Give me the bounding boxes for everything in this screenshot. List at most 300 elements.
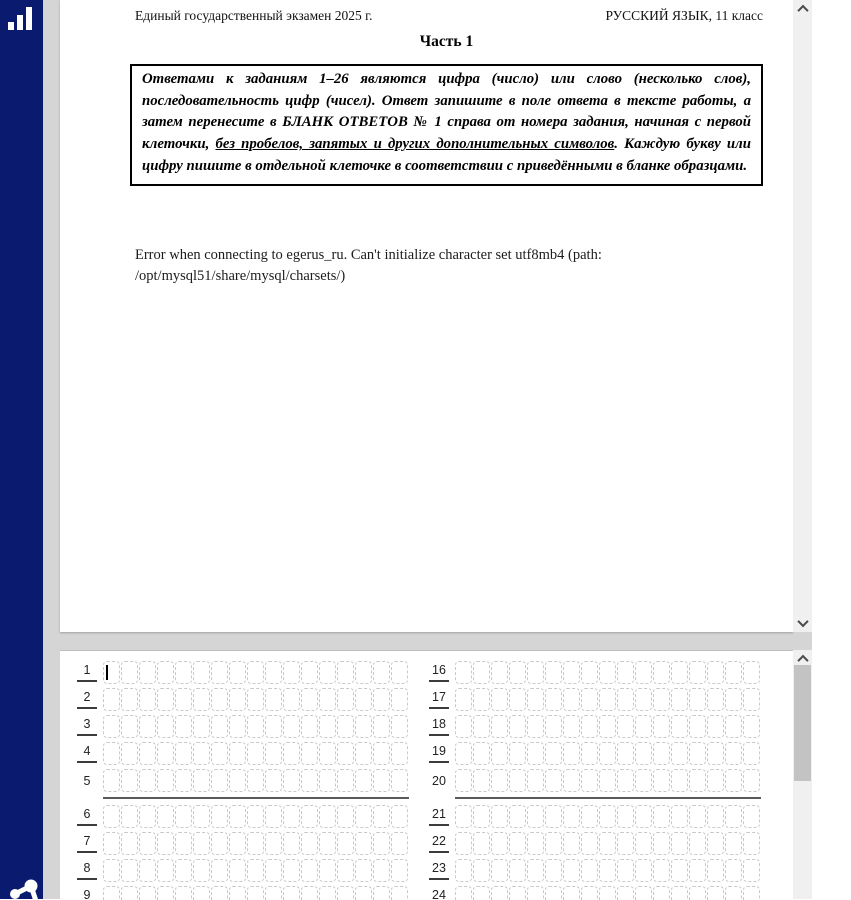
answer-cell[interactable] <box>635 742 652 765</box>
answer-cell[interactable] <box>229 769 246 792</box>
answer-cell[interactable] <box>193 715 210 738</box>
answer-cell[interactable] <box>373 886 390 900</box>
answer-cell[interactable] <box>283 715 300 738</box>
answer-cell[interactable] <box>355 805 372 828</box>
answer-cell[interactable] <box>509 769 526 792</box>
answer-cell[interactable] <box>599 688 616 711</box>
answer-cell[interactable] <box>455 742 472 765</box>
scroll-up-button[interactable] <box>793 651 812 666</box>
answer-cell[interactable] <box>175 832 192 855</box>
answer-cell[interactable] <box>725 859 742 882</box>
answer-cell[interactable] <box>355 742 372 765</box>
answer-cell[interactable] <box>139 715 156 738</box>
answer-cell[interactable] <box>671 886 688 900</box>
answer-cell[interactable] <box>599 661 616 684</box>
answer-cell[interactable] <box>527 688 544 711</box>
answer-cell[interactable] <box>175 769 192 792</box>
answer-cell[interactable] <box>509 715 526 738</box>
answer-cell[interactable] <box>707 715 724 738</box>
answer-cell[interactable] <box>211 859 228 882</box>
answer-cell[interactable] <box>121 805 138 828</box>
answer-cell[interactable] <box>725 688 742 711</box>
answer-cell[interactable] <box>139 805 156 828</box>
answer-cell[interactable] <box>563 832 580 855</box>
answer-cell[interactable] <box>743 886 760 900</box>
answer-cell[interactable] <box>319 832 336 855</box>
answer-cell[interactable] <box>527 805 544 828</box>
answer-cell[interactable] <box>229 715 246 738</box>
answer-cell[interactable] <box>671 832 688 855</box>
answer-cell[interactable] <box>509 859 526 882</box>
answer-cell[interactable] <box>581 886 598 900</box>
answer-cell[interactable] <box>635 715 652 738</box>
answer-cell[interactable] <box>491 715 508 738</box>
answer-cell[interactable] <box>581 715 598 738</box>
answer-cell[interactable] <box>491 769 508 792</box>
answer-cell[interactable] <box>563 805 580 828</box>
answer-cell[interactable] <box>455 886 472 900</box>
answer-cell[interactable] <box>581 832 598 855</box>
answer-cell[interactable] <box>247 715 264 738</box>
answer-cell[interactable] <box>103 715 120 738</box>
answer-cell[interactable] <box>707 742 724 765</box>
answer-cell[interactable] <box>545 688 562 711</box>
answer-cell[interactable] <box>211 769 228 792</box>
answer-cell[interactable] <box>635 886 652 900</box>
answer-cell[interactable] <box>545 661 562 684</box>
answer-cell[interactable] <box>337 805 354 828</box>
answer-cell[interactable] <box>121 769 138 792</box>
answer-cell[interactable] <box>509 661 526 684</box>
answer-cell[interactable] <box>265 688 282 711</box>
answer-cell[interactable] <box>635 661 652 684</box>
answer-cell[interactable] <box>581 742 598 765</box>
answer-cell[interactable] <box>139 832 156 855</box>
answer-cell[interactable] <box>139 859 156 882</box>
answer-cell[interactable] <box>527 742 544 765</box>
answer-cell[interactable] <box>527 769 544 792</box>
answer-cell[interactable] <box>301 769 318 792</box>
answer-cell[interactable] <box>599 832 616 855</box>
answer-cell[interactable] <box>455 832 472 855</box>
answer-cell[interactable] <box>617 832 634 855</box>
answer-cell[interactable] <box>355 769 372 792</box>
answer-cell[interactable] <box>355 715 372 738</box>
answer-cell[interactable] <box>671 859 688 882</box>
answer-cell[interactable] <box>121 742 138 765</box>
answer-cell[interactable] <box>337 715 354 738</box>
answer-cell[interactable] <box>157 715 174 738</box>
answer-cell[interactable] <box>373 661 390 684</box>
answer-cell[interactable] <box>707 769 724 792</box>
answer-cell[interactable] <box>265 715 282 738</box>
answer-cell[interactable] <box>599 886 616 900</box>
answer-cell[interactable] <box>193 742 210 765</box>
answer-cell[interactable] <box>337 688 354 711</box>
answer-cell[interactable] <box>563 859 580 882</box>
scroll-up-button[interactable] <box>793 1 812 16</box>
answer-cell[interactable] <box>671 769 688 792</box>
answer-cell[interactable] <box>121 886 138 900</box>
answer-cell[interactable] <box>563 886 580 900</box>
answer-cell[interactable] <box>491 805 508 828</box>
answer-cell[interactable] <box>103 859 120 882</box>
answer-cell[interactable] <box>175 715 192 738</box>
answer-cell[interactable] <box>139 742 156 765</box>
answer-cell[interactable] <box>391 832 408 855</box>
answer-cell[interactable] <box>103 742 120 765</box>
answer-cell[interactable] <box>581 688 598 711</box>
answer-cell[interactable] <box>743 742 760 765</box>
answer-cell[interactable] <box>283 769 300 792</box>
answer-cell[interactable] <box>301 805 318 828</box>
answer-cell[interactable] <box>283 805 300 828</box>
answer-cell[interactable] <box>653 715 670 738</box>
answer-cell[interactable] <box>391 688 408 711</box>
answer-cell[interactable] <box>247 805 264 828</box>
answer-cell[interactable] <box>509 688 526 711</box>
answer-cell[interactable] <box>545 742 562 765</box>
answer-cell[interactable] <box>527 661 544 684</box>
answer-cell[interactable] <box>599 742 616 765</box>
answer-cell[interactable] <box>635 832 652 855</box>
answer-cell[interactable] <box>319 886 336 900</box>
answer-cell[interactable] <box>599 805 616 828</box>
answer-cell[interactable] <box>653 742 670 765</box>
answer-cell[interactable] <box>545 886 562 900</box>
answer-cell[interactable] <box>319 805 336 828</box>
answer-cell[interactable] <box>391 742 408 765</box>
answer-cell[interactable] <box>391 661 408 684</box>
answer-cell[interactable] <box>373 688 390 711</box>
answer-cell[interactable] <box>157 769 174 792</box>
answer-cell[interactable] <box>707 688 724 711</box>
answer-cell[interactable] <box>319 688 336 711</box>
answer-cell[interactable] <box>563 715 580 738</box>
answer-cell[interactable] <box>743 805 760 828</box>
answer-cell[interactable] <box>319 742 336 765</box>
answer-cell[interactable] <box>617 715 634 738</box>
answer-cell[interactable] <box>635 859 652 882</box>
answer-cell[interactable] <box>491 742 508 765</box>
answer-cell[interactable] <box>229 805 246 828</box>
answer-cell[interactable] <box>491 661 508 684</box>
answer-cell[interactable] <box>653 859 670 882</box>
answer-cell[interactable] <box>139 886 156 900</box>
answer-cell[interactable] <box>193 859 210 882</box>
answer-cell[interactable] <box>301 715 318 738</box>
answer-cell[interactable] <box>743 832 760 855</box>
answer-cell[interactable] <box>265 661 282 684</box>
answer-cell[interactable] <box>265 742 282 765</box>
answer-cell[interactable] <box>121 715 138 738</box>
answer-cell[interactable] <box>157 859 174 882</box>
answer-cell[interactable] <box>545 805 562 828</box>
answer-cell[interactable] <box>157 805 174 828</box>
answer-cell[interactable] <box>617 661 634 684</box>
answer-cell[interactable] <box>725 742 742 765</box>
answer-cell[interactable] <box>707 661 724 684</box>
answer-cell[interactable] <box>617 805 634 828</box>
answer-cell[interactable] <box>283 832 300 855</box>
answer-cell[interactable] <box>581 661 598 684</box>
answer-cell[interactable] <box>139 769 156 792</box>
answer-cell[interactable] <box>391 805 408 828</box>
answer-cell[interactable] <box>491 832 508 855</box>
answer-cell[interactable] <box>689 769 706 792</box>
answer-cell[interactable] <box>211 715 228 738</box>
answer-cell[interactable] <box>103 688 120 711</box>
answer-cell[interactable] <box>265 859 282 882</box>
answer-cell[interactable] <box>455 805 472 828</box>
answer-cell[interactable] <box>265 886 282 900</box>
answer-cell[interactable] <box>193 832 210 855</box>
answer-cell[interactable] <box>175 688 192 711</box>
answer-cell[interactable] <box>301 859 318 882</box>
answer-cell[interactable] <box>229 661 246 684</box>
answer-cell[interactable] <box>211 832 228 855</box>
answer-cell[interactable] <box>337 769 354 792</box>
answer-cell[interactable] <box>103 805 120 828</box>
answer-cell[interactable] <box>175 859 192 882</box>
answer-cell[interactable] <box>545 859 562 882</box>
answer-cell[interactable] <box>175 805 192 828</box>
answer-cell[interactable] <box>563 742 580 765</box>
answer-cell[interactable] <box>617 859 634 882</box>
answer-cell[interactable] <box>491 886 508 900</box>
answer-cell[interactable] <box>473 805 490 828</box>
answer-cell[interactable] <box>355 886 372 900</box>
answer-cell[interactable] <box>725 769 742 792</box>
answer-cell[interactable] <box>617 769 634 792</box>
answer-cell[interactable] <box>319 859 336 882</box>
answer-cell[interactable] <box>617 886 634 900</box>
answer-cell[interactable] <box>635 769 652 792</box>
answer-cell[interactable] <box>247 688 264 711</box>
answer-cell[interactable] <box>373 769 390 792</box>
answer-cell[interactable] <box>373 805 390 828</box>
answer-cell[interactable] <box>283 742 300 765</box>
answer-cell[interactable] <box>527 715 544 738</box>
answer-cell[interactable] <box>301 832 318 855</box>
answer-cell[interactable] <box>337 859 354 882</box>
answer-cell[interactable] <box>455 859 472 882</box>
answer-cell[interactable] <box>355 688 372 711</box>
answer-cell[interactable] <box>689 688 706 711</box>
answer-cell[interactable] <box>707 886 724 900</box>
answer-cell[interactable] <box>247 661 264 684</box>
answer-cell[interactable] <box>581 859 598 882</box>
answer-cell[interactable] <box>247 769 264 792</box>
answer-cell[interactable] <box>265 832 282 855</box>
answer-cell[interactable] <box>473 661 490 684</box>
answer-cell[interactable] <box>491 859 508 882</box>
answer-cell[interactable] <box>581 769 598 792</box>
scrollbar-thumb[interactable] <box>794 665 811 781</box>
bar-chart-icon[interactable] <box>7 5 35 31</box>
answer-cell[interactable] <box>211 886 228 900</box>
answer-cell[interactable] <box>229 688 246 711</box>
answer-cell[interactable] <box>689 859 706 882</box>
answer-cell[interactable] <box>653 688 670 711</box>
answer-cell[interactable] <box>455 688 472 711</box>
answer-cell[interactable] <box>211 661 228 684</box>
answer-cell[interactable] <box>473 769 490 792</box>
answer-cell[interactable] <box>491 688 508 711</box>
answer-cell[interactable] <box>671 715 688 738</box>
answer-cell[interactable] <box>455 769 472 792</box>
answer-cell[interactable] <box>193 769 210 792</box>
answer-cell[interactable] <box>229 832 246 855</box>
answer-cell[interactable] <box>229 859 246 882</box>
answer-cell[interactable] <box>139 688 156 711</box>
share-icon[interactable] <box>6 877 40 899</box>
answer-cell[interactable] <box>563 769 580 792</box>
answer-cell[interactable] <box>563 661 580 684</box>
answer-cell[interactable] <box>301 661 318 684</box>
answer-cell[interactable] <box>509 832 526 855</box>
answer-cell[interactable] <box>391 859 408 882</box>
answer-cell[interactable] <box>193 886 210 900</box>
answer-cell[interactable] <box>175 742 192 765</box>
answer-cell[interactable] <box>373 859 390 882</box>
answer-cell[interactable] <box>509 886 526 900</box>
answer-cell[interactable] <box>175 661 192 684</box>
answer-cell[interactable] <box>725 886 742 900</box>
answer-cell[interactable] <box>391 715 408 738</box>
answer-cell[interactable] <box>337 661 354 684</box>
answer-cell[interactable] <box>725 805 742 828</box>
answer-cell[interactable] <box>707 805 724 828</box>
document-scrollbar[interactable] <box>793 0 812 632</box>
answer-cell[interactable] <box>157 742 174 765</box>
answer-cell[interactable] <box>671 805 688 828</box>
answer-cell[interactable] <box>211 805 228 828</box>
answer-cell[interactable] <box>707 859 724 882</box>
answer-cell[interactable] <box>473 832 490 855</box>
answer-cell[interactable] <box>337 832 354 855</box>
answer-cell[interactable] <box>743 715 760 738</box>
answer-cell[interactable] <box>743 769 760 792</box>
answer-cell[interactable] <box>319 661 336 684</box>
answer-cell[interactable] <box>509 742 526 765</box>
answer-cell[interactable] <box>527 886 544 900</box>
answer-cell[interactable] <box>301 886 318 900</box>
answer-cell[interactable] <box>689 886 706 900</box>
answer-cell[interactable] <box>247 832 264 855</box>
answer-cell[interactable] <box>689 661 706 684</box>
answer-cell[interactable] <box>103 661 120 684</box>
answer-cell[interactable] <box>373 715 390 738</box>
answer-cell[interactable] <box>653 886 670 900</box>
answer-cell[interactable] <box>545 715 562 738</box>
answer-cell[interactable] <box>617 742 634 765</box>
answer-cell[interactable] <box>337 886 354 900</box>
answer-cell[interactable] <box>247 859 264 882</box>
answer-cell[interactable] <box>157 661 174 684</box>
answer-cell[interactable] <box>157 832 174 855</box>
answer-cell[interactable] <box>653 661 670 684</box>
answer-cell[interactable] <box>121 859 138 882</box>
answer-cell[interactable] <box>391 769 408 792</box>
answer-cell[interactable] <box>473 886 490 900</box>
answer-cell[interactable] <box>373 832 390 855</box>
answer-cell[interactable] <box>265 769 282 792</box>
answer-cell[interactable] <box>355 661 372 684</box>
answer-cell[interactable] <box>725 715 742 738</box>
answer-cell[interactable] <box>689 742 706 765</box>
answer-cell[interactable] <box>581 805 598 828</box>
answer-cell[interactable] <box>355 832 372 855</box>
answer-cell[interactable] <box>635 688 652 711</box>
answer-cell[interactable] <box>545 832 562 855</box>
answer-cell[interactable] <box>527 859 544 882</box>
answer-cell[interactable] <box>373 742 390 765</box>
answer-cell[interactable] <box>319 769 336 792</box>
answer-cell[interactable] <box>265 805 282 828</box>
answer-cell[interactable] <box>193 688 210 711</box>
answer-cell[interactable] <box>319 715 336 738</box>
answer-cell[interactable] <box>545 769 562 792</box>
answer-cell[interactable] <box>473 688 490 711</box>
answer-cell[interactable] <box>725 661 742 684</box>
answer-cell[interactable] <box>211 742 228 765</box>
answer-cell[interactable] <box>707 832 724 855</box>
answer-cell[interactable] <box>121 832 138 855</box>
answer-cell[interactable] <box>103 832 120 855</box>
answer-cell[interactable] <box>563 688 580 711</box>
answer-cell[interactable] <box>455 661 472 684</box>
answer-cell[interactable] <box>689 832 706 855</box>
answer-cell[interactable] <box>509 805 526 828</box>
answer-cell[interactable] <box>689 805 706 828</box>
answer-cell[interactable] <box>283 886 300 900</box>
answer-cell[interactable] <box>635 805 652 828</box>
answer-cell[interactable] <box>743 661 760 684</box>
answer-cell[interactable] <box>671 742 688 765</box>
answer-cell[interactable] <box>473 859 490 882</box>
answer-cell[interactable] <box>653 769 670 792</box>
answer-cell[interactable] <box>337 742 354 765</box>
answer-cell[interactable] <box>473 742 490 765</box>
answer-cell[interactable] <box>671 688 688 711</box>
answer-cell[interactable] <box>355 859 372 882</box>
scroll-down-button[interactable] <box>793 615 812 630</box>
answer-cell[interactable] <box>211 688 228 711</box>
answer-cell[interactable] <box>229 742 246 765</box>
answer-cell[interactable] <box>527 832 544 855</box>
answer-cell[interactable] <box>725 832 742 855</box>
answer-cell[interactable] <box>391 886 408 900</box>
answer-cell[interactable] <box>103 769 120 792</box>
answer-cell[interactable] <box>617 688 634 711</box>
answer-cell[interactable] <box>599 715 616 738</box>
answer-cell[interactable] <box>103 886 120 900</box>
answer-cell[interactable] <box>671 661 688 684</box>
answer-cell[interactable] <box>229 886 246 900</box>
answer-cell[interactable] <box>121 688 138 711</box>
answer-cell[interactable] <box>121 661 138 684</box>
answer-cell[interactable] <box>193 805 210 828</box>
answer-cell[interactable] <box>301 688 318 711</box>
answer-cell[interactable] <box>247 886 264 900</box>
answer-cell[interactable] <box>473 715 490 738</box>
answer-cell[interactable] <box>455 715 472 738</box>
answer-cell[interactable] <box>743 688 760 711</box>
answer-cell[interactable] <box>653 805 670 828</box>
answer-cell[interactable] <box>157 688 174 711</box>
answer-cell[interactable] <box>743 859 760 882</box>
